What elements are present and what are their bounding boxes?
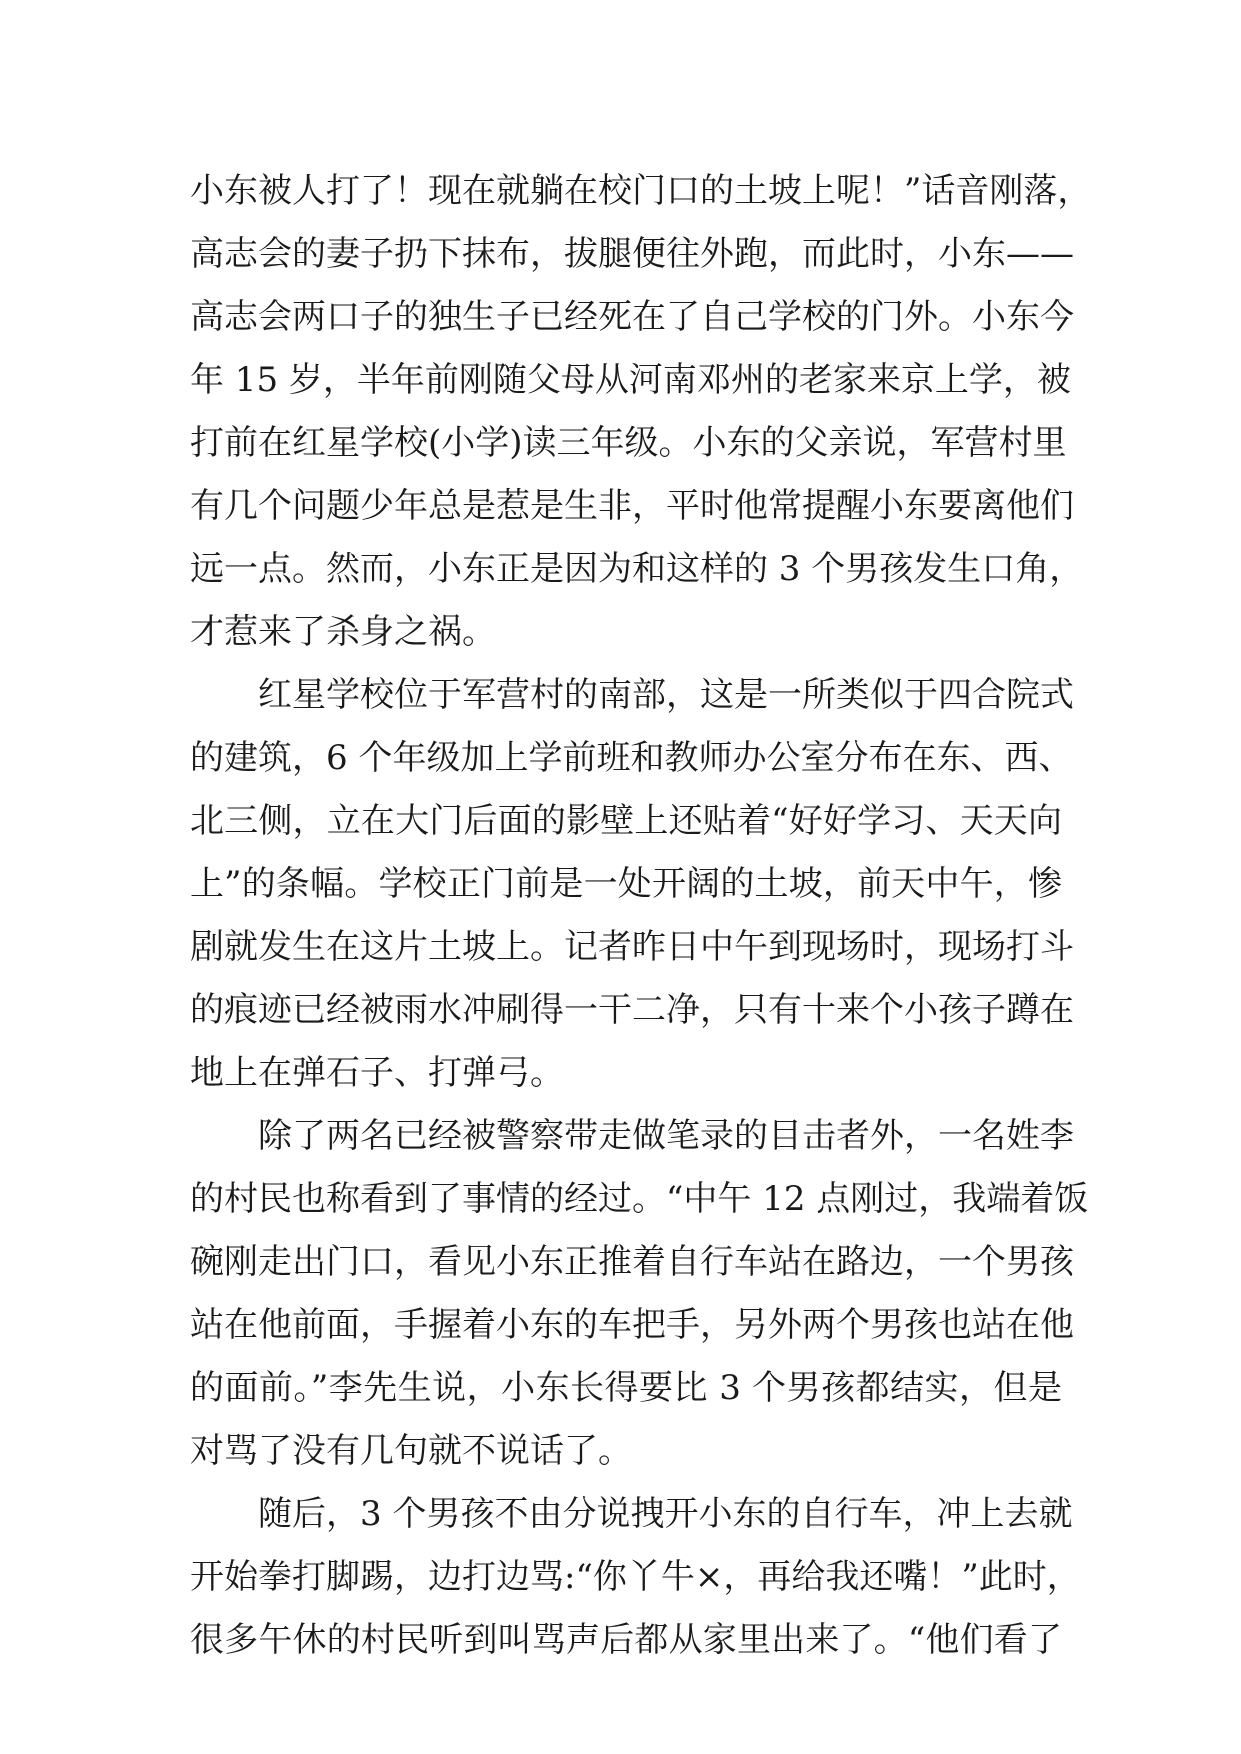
paragraph-3 [190, 1105, 1089, 1483]
text-line: 碗刚走出门口，看见小东正推着自行车站在路边，一个男孩 [190, 1242, 1074, 1282]
text-line: 高志会两口子的独生子已经死在了自己学校的门外。小东今 [190, 297, 1074, 337]
paragraph-1 [190, 160, 1092, 664]
text-line: 远一点。然而，小东正是因为和这样的 3 个男孩发生口角， [190, 549, 1084, 589]
text-line: 才惹来了杀身之祸。 [190, 612, 496, 652]
text-line: 上”的条幅。学校正门前是一处开阔的土坡，前天中午，惨 [190, 864, 1062, 904]
text-line: 的建筑，6 个年级加上学前班和教师办公室分布在东、西、 [190, 738, 1073, 778]
text-line: 的村民也称看到了事情的经过。“中午 12 点刚过，我端着饭 [190, 1179, 1089, 1219]
text-line: 地上在弹石子、打弹弓。 [190, 1053, 564, 1093]
text-line: 红星学校位于军营村的南部，这是一所类似于四合院式 [258, 675, 1074, 715]
text-line: 北三侧，立在大门后面的影壁上还贴着“好好学习、天天向 [190, 801, 1062, 841]
text-line: 很多午休的村民听到叫骂声后都从家里出来了。“他们看了 [190, 1620, 1062, 1660]
paragraph-4 [190, 1483, 1081, 1672]
text-line: 的面前。”李先生说，小东长得要比 3 个男孩都结实，但是 [190, 1368, 1062, 1408]
article-body [190, 160, 1092, 1672]
text-line: 小东被人打了！现在就躺在校门口的土坡上呢！”话音刚落， [190, 171, 1092, 211]
paragraph-2 [190, 664, 1074, 1105]
text-line: 打前在红星学校(小学)读三年级。小东的父亲说，军营村里 [190, 423, 1067, 463]
text-line: 开始拳打脚踢，边打边骂:“你丫牛×，再给我还嘴！”此时， [190, 1557, 1081, 1597]
text-line: 随后，3 个男孩不由分说拽开小东的自行车，冲上去就 [258, 1494, 1073, 1534]
text-line: 剧就发生在这片土坡上。记者昨日中午到现场时，现场打斗 [190, 927, 1074, 967]
text-line: 的痕迹已经被雨水冲刷得一干二净，只有十来个小孩子蹲在 [190, 990, 1074, 1030]
text-line: 年 15 岁，半年前刚随父母从河南邓州的老家来京上学，被 [190, 360, 1071, 400]
text-line: 站在他前面，手握着小东的车把手，另外两个男孩也站在他 [190, 1305, 1074, 1345]
text-line: 高志会的妻子扔下抹布，拔腿便往外跑，而此时，小东—— [190, 234, 1074, 274]
text-line: 有几个问题少年总是惹是生非，平时他常提醒小东要离他们 [190, 486, 1074, 526]
text-line: 对骂了没有几句就不说话了。 [190, 1431, 632, 1471]
text-line: 除了两名已经被警察带走做笔录的目击者外，一名姓李 [258, 1116, 1074, 1156]
